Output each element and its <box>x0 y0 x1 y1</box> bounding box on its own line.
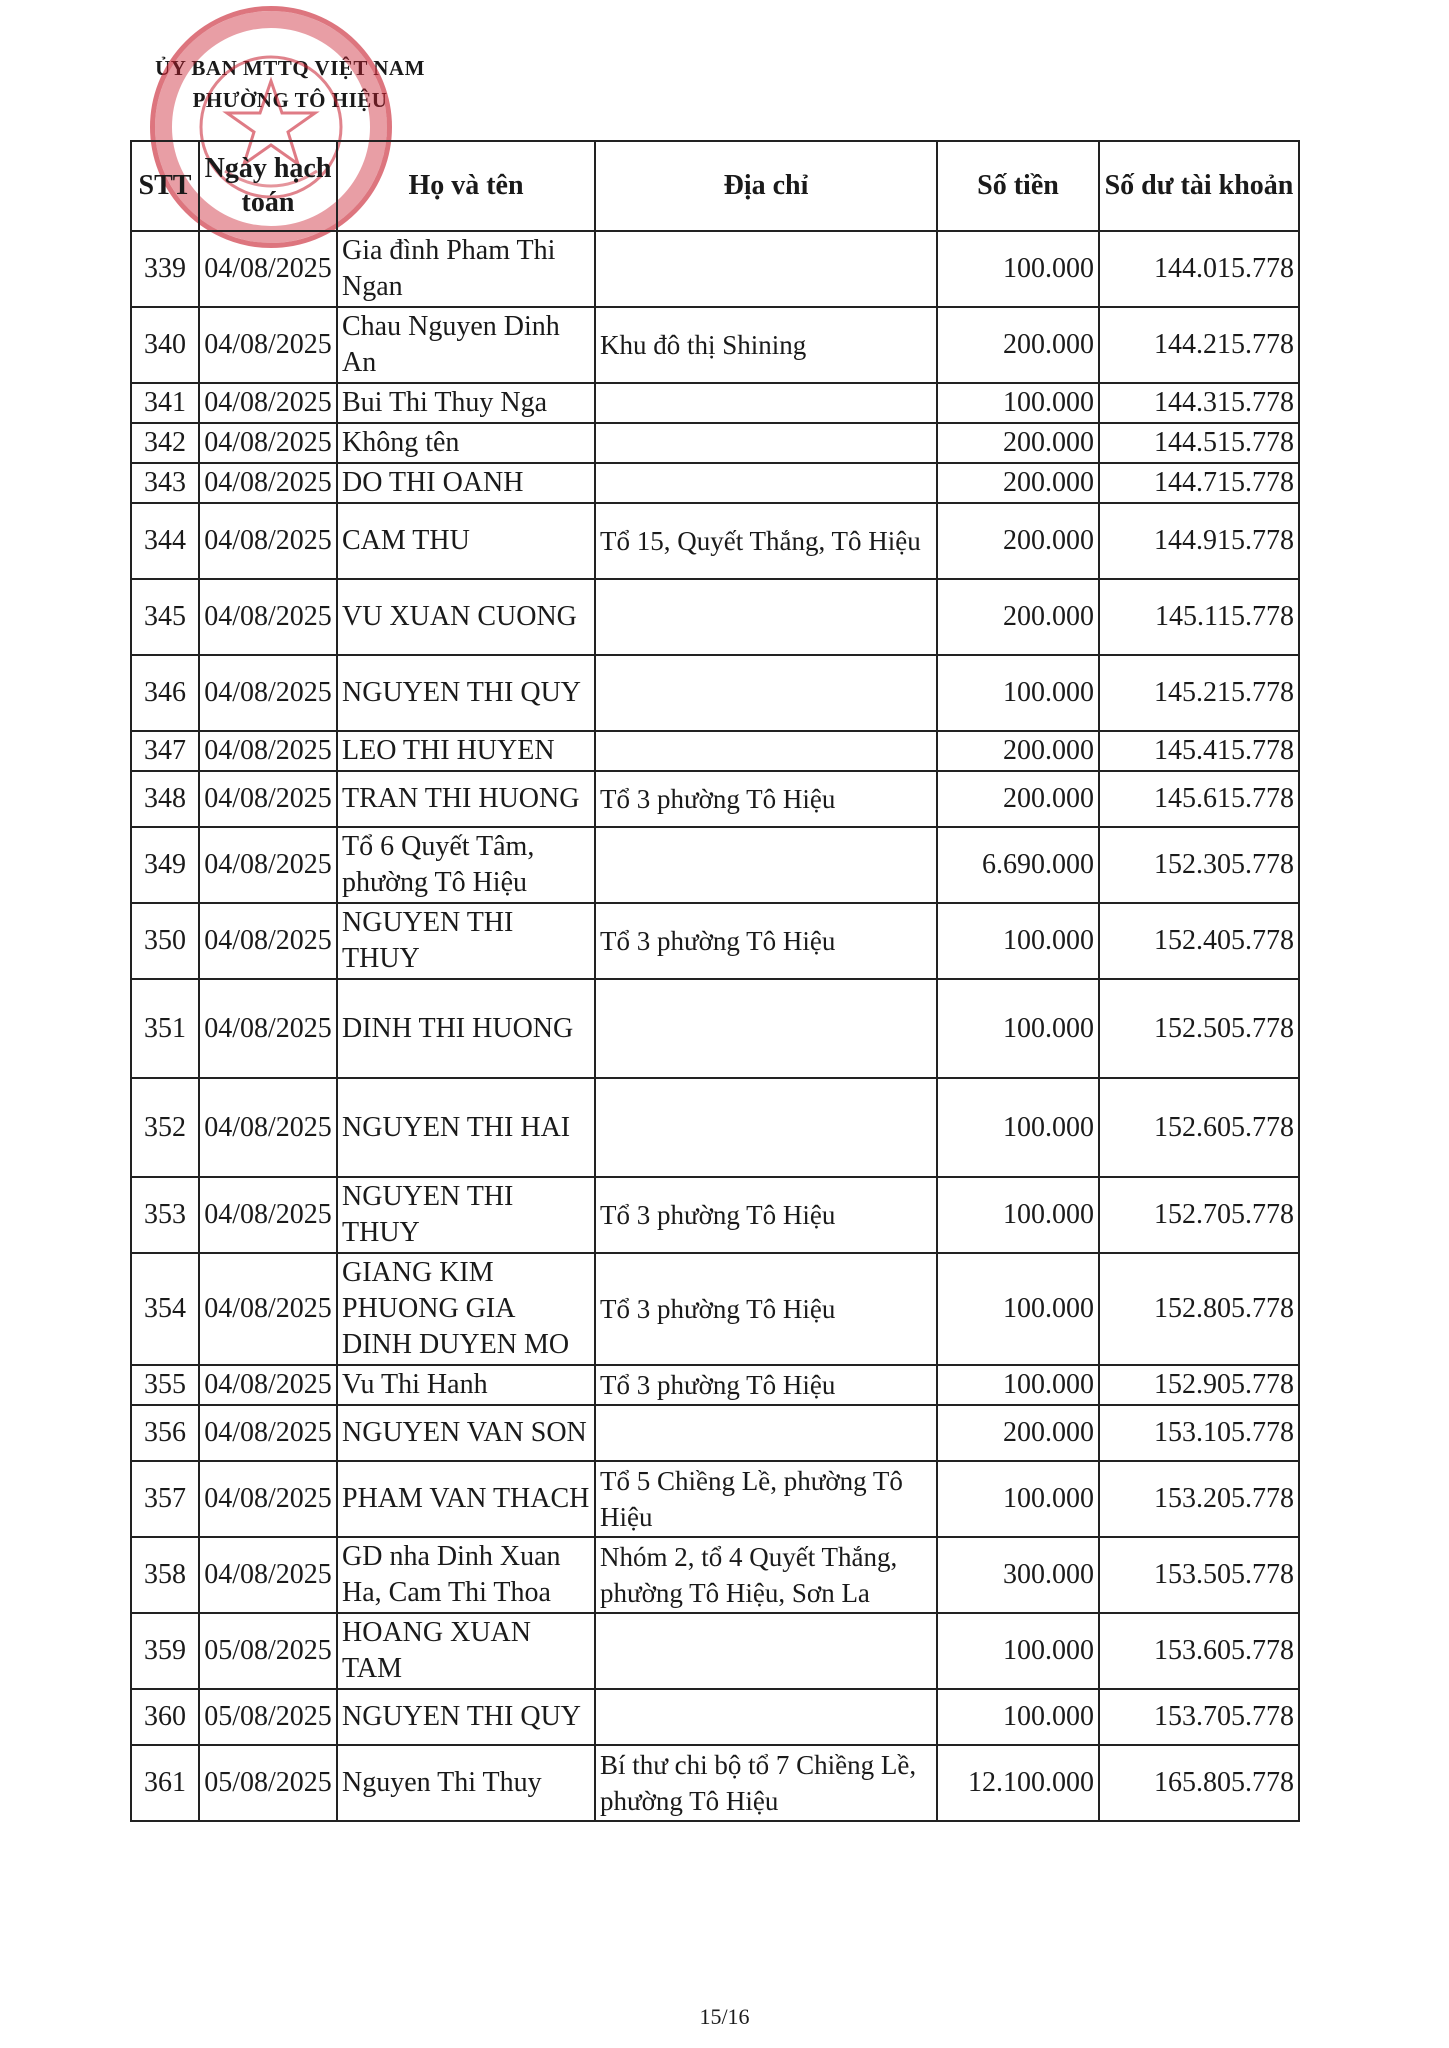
row-address <box>595 383 937 423</box>
row-amount: 100.000 <box>937 655 1099 731</box>
row-balance: 144.915.778 <box>1099 503 1299 579</box>
table-row <box>131 731 1299 771</box>
row-amount: 100.000 <box>937 903 1099 979</box>
table-row <box>131 1365 1299 1405</box>
row-balance: 145.615.778 <box>1099 771 1299 827</box>
row-address: Nhóm 2, tổ 4 Quyết Thắng, phường Tô Hiệu, Sơn La <box>595 1537 937 1613</box>
row-stt: 350 <box>131 903 199 979</box>
row-stt: 347 <box>131 731 199 771</box>
row-amount: 100.000 <box>937 1253 1099 1365</box>
table-row <box>131 231 1299 307</box>
row-stt: 348 <box>131 771 199 827</box>
row-date: 04/08/2025 <box>199 1253 337 1365</box>
row-balance: 145.115.778 <box>1099 579 1299 655</box>
table-row <box>131 383 1299 423</box>
row-address: Tổ 15, Quyết Thắng, Tô Hiệu <box>595 503 937 579</box>
row-amount: 200.000 <box>937 503 1099 579</box>
row-balance: 152.305.778 <box>1099 827 1299 903</box>
row-address <box>595 1613 937 1689</box>
header-address: Địa chỉ <box>595 141 937 231</box>
row-address: Tổ 3 phường Tô Hiệu <box>595 1365 937 1405</box>
row-balance: 153.705.778 <box>1099 1689 1299 1745</box>
row-amount: 300.000 <box>937 1537 1099 1613</box>
row-date: 04/08/2025 <box>199 1365 337 1405</box>
row-balance: 153.505.778 <box>1099 1537 1299 1613</box>
row-amount: 200.000 <box>937 771 1099 827</box>
row-stt: 351 <box>131 979 199 1078</box>
row-balance: 152.405.778 <box>1099 903 1299 979</box>
row-amount: 200.000 <box>937 1405 1099 1461</box>
row-address: Tổ 3 phường Tô Hiệu <box>595 771 937 827</box>
row-balance: 152.705.778 <box>1099 1177 1299 1253</box>
row-date: 04/08/2025 <box>199 903 337 979</box>
row-donor-name: TRAN THI HUONG <box>337 771 595 827</box>
row-stt: 352 <box>131 1078 199 1177</box>
row-date: 04/08/2025 <box>199 731 337 771</box>
row-donor-name: NGUYEN THI QUY <box>337 655 595 731</box>
row-date: 04/08/2025 <box>199 503 337 579</box>
row-address <box>595 655 937 731</box>
row-stt: 357 <box>131 1461 199 1537</box>
row-stt: 345 <box>131 579 199 655</box>
table-row <box>131 903 1299 979</box>
row-donor-name: NGUYEN THI THUY <box>337 1177 595 1253</box>
row-donor-name: DINH THI HUONG <box>337 979 595 1078</box>
org-name: ỦY BAN MTTQ VIỆT NAM <box>155 56 425 80</box>
row-date: 04/08/2025 <box>199 1405 337 1461</box>
row-balance: 152.505.778 <box>1099 979 1299 1078</box>
row-address: Bí thư chi bộ tổ 7 Chiềng Lề, phường Tô Hiệu <box>595 1745 937 1821</box>
row-date: 04/08/2025 <box>199 1537 337 1613</box>
row-date: 04/08/2025 <box>199 1078 337 1177</box>
row-address: Tổ 3 phường Tô Hiệu <box>595 1253 937 1365</box>
row-donor-name: GIANG KIM PHUONG GIA DINH DUYEN MO <box>337 1253 595 1365</box>
row-balance: 153.105.778 <box>1099 1405 1299 1461</box>
table-row <box>131 1745 1299 1821</box>
row-donor-name: Tổ 6 Quyết Tâm, phường Tô Hiệu <box>337 827 595 903</box>
row-donor-name: Vu Thi Hanh <box>337 1365 595 1405</box>
row-address <box>595 423 937 463</box>
header-balance: Số dư tài khoản <box>1099 141 1299 231</box>
header-stt: STT <box>131 141 199 231</box>
row-date: 04/08/2025 <box>199 1461 337 1537</box>
table-row <box>131 979 1299 1078</box>
row-amount: 100.000 <box>937 979 1099 1078</box>
row-address <box>595 1689 937 1745</box>
row-stt: 344 <box>131 503 199 579</box>
row-donor-name: DO THI OANH <box>337 463 595 503</box>
row-date: 04/08/2025 <box>199 307 337 383</box>
row-stt: 341 <box>131 383 199 423</box>
table-row <box>131 463 1299 503</box>
row-donor-name: HOANG XUAN TAM <box>337 1613 595 1689</box>
table-row <box>131 1537 1299 1613</box>
row-donor-name: VU XUAN CUONG <box>337 579 595 655</box>
row-donor-name: CAM THU <box>337 503 595 579</box>
table-row <box>131 1689 1299 1745</box>
table-row <box>131 1405 1299 1461</box>
row-date: 04/08/2025 <box>199 423 337 463</box>
table-header-row <box>131 141 1299 231</box>
row-amount: 100.000 <box>937 1365 1099 1405</box>
row-amount: 200.000 <box>937 307 1099 383</box>
header-date: Ngày hạch toán <box>199 141 337 231</box>
row-balance: 145.215.778 <box>1099 655 1299 731</box>
row-amount: 12.100.000 <box>937 1745 1099 1821</box>
row-balance: 144.515.778 <box>1099 423 1299 463</box>
ward-name: PHƯỜNG TÔ HIỆU <box>192 88 388 112</box>
table-row <box>131 579 1299 655</box>
row-stt: 356 <box>131 1405 199 1461</box>
row-donor-name: Bui Thi Thuy Nga <box>337 383 595 423</box>
row-stt: 358 <box>131 1537 199 1613</box>
row-date: 04/08/2025 <box>199 771 337 827</box>
row-donor-name: NGUYEN VAN SON <box>337 1405 595 1461</box>
row-donor-name: GD nha Dinh Xuan Ha, Cam Thi Thoa <box>337 1537 595 1613</box>
row-amount: 100.000 <box>937 231 1099 307</box>
row-donor-name: Không tên <box>337 423 595 463</box>
row-address <box>595 827 937 903</box>
table-row <box>131 503 1299 579</box>
row-amount: 100.000 <box>937 1461 1099 1537</box>
row-stt: 353 <box>131 1177 199 1253</box>
row-stt: 361 <box>131 1745 199 1821</box>
row-stt: 349 <box>131 827 199 903</box>
table-row <box>131 655 1299 731</box>
table-row <box>131 1078 1299 1177</box>
row-donor-name: NGUYEN THI HAI <box>337 1078 595 1177</box>
table-row <box>131 771 1299 827</box>
row-stt: 339 <box>131 231 199 307</box>
row-amount: 100.000 <box>937 1689 1099 1745</box>
row-donor-name: NGUYEN THI QUY <box>337 1689 595 1745</box>
row-stt: 360 <box>131 1689 199 1745</box>
row-address <box>595 579 937 655</box>
row-date: 04/08/2025 <box>199 383 337 423</box>
row-balance: 152.805.778 <box>1099 1253 1299 1365</box>
row-amount: 200.000 <box>937 731 1099 771</box>
row-date: 05/08/2025 <box>199 1689 337 1745</box>
row-address <box>595 231 937 307</box>
row-address <box>595 1078 937 1177</box>
row-date: 05/08/2025 <box>199 1745 337 1821</box>
row-address <box>595 731 937 771</box>
table-row <box>131 1177 1299 1253</box>
row-balance: 153.205.778 <box>1099 1461 1299 1537</box>
header-amount: Số tiền <box>937 141 1099 231</box>
table-row <box>131 1253 1299 1365</box>
row-balance: 144.715.778 <box>1099 463 1299 503</box>
row-date: 04/08/2025 <box>199 231 337 307</box>
row-amount: 200.000 <box>937 579 1099 655</box>
row-amount: 100.000 <box>937 1078 1099 1177</box>
table-row <box>131 307 1299 383</box>
row-address: Tổ 3 phường Tô Hiệu <box>595 1177 937 1253</box>
row-address: Khu đô thị Shining <box>595 307 937 383</box>
row-date: 04/08/2025 <box>199 579 337 655</box>
row-date: 04/08/2025 <box>199 655 337 731</box>
row-amount: 100.000 <box>937 383 1099 423</box>
row-date: 04/08/2025 <box>199 827 337 903</box>
row-date: 04/08/2025 <box>199 463 337 503</box>
row-amount: 100.000 <box>937 1613 1099 1689</box>
donation-ledger-table <box>130 140 1300 1822</box>
row-balance: 144.315.778 <box>1099 383 1299 423</box>
row-address <box>595 463 937 503</box>
row-stt: 355 <box>131 1365 199 1405</box>
row-date: 04/08/2025 <box>199 979 337 1078</box>
row-stt: 359 <box>131 1613 199 1689</box>
row-stt: 340 <box>131 307 199 383</box>
row-balance: 144.015.778 <box>1099 231 1299 307</box>
row-date: 04/08/2025 <box>199 1177 337 1253</box>
row-stt: 354 <box>131 1253 199 1365</box>
row-date: 05/08/2025 <box>199 1613 337 1689</box>
row-donor-name: Gia đình Pham Thi Ngan <box>337 231 595 307</box>
row-balance: 153.605.778 <box>1099 1613 1299 1689</box>
row-stt: 342 <box>131 423 199 463</box>
row-balance: 165.805.778 <box>1099 1745 1299 1821</box>
table-row <box>131 423 1299 463</box>
row-donor-name: Nguyen Thi Thuy <box>337 1745 595 1821</box>
row-donor-name: NGUYEN THI THUY <box>337 903 595 979</box>
row-stt: 346 <box>131 655 199 731</box>
row-address <box>595 979 937 1078</box>
row-balance: 145.415.778 <box>1099 731 1299 771</box>
row-address: Tổ 5 Chiềng Lề, phường Tô Hiệu <box>595 1461 937 1537</box>
row-donor-name: LEO THI HUYEN <box>337 731 595 771</box>
row-amount: 100.000 <box>937 1177 1099 1253</box>
row-donor-name: PHAM VAN THACH <box>337 1461 595 1537</box>
row-balance: 152.605.778 <box>1099 1078 1299 1177</box>
row-balance: 152.905.778 <box>1099 1365 1299 1405</box>
table-row <box>131 1461 1299 1537</box>
row-address <box>595 1405 937 1461</box>
table-row <box>131 1613 1299 1689</box>
row-balance: 144.215.778 <box>1099 307 1299 383</box>
row-amount: 6.690.000 <box>937 827 1099 903</box>
row-donor-name: Chau Nguyen Dinh An <box>337 307 595 383</box>
row-stt: 343 <box>131 463 199 503</box>
row-amount: 200.000 <box>937 463 1099 503</box>
table-row <box>131 827 1299 903</box>
row-amount: 200.000 <box>937 423 1099 463</box>
page-number: 15/16 <box>699 2004 750 2029</box>
header-name: Họ và tên <box>337 141 595 231</box>
row-address: Tổ 3 phường Tô Hiệu <box>595 903 937 979</box>
